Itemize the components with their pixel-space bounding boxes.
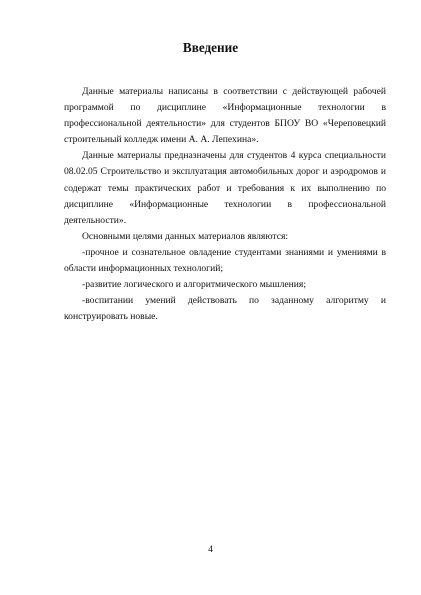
paragraph-goals-heading: Основными целями данных материалов являются: (82, 230, 289, 242)
page-number: 4 (208, 544, 213, 555)
page-title: Введение (182, 40, 239, 55)
paragraph-audience: Данные материалы предназначены для студентов 4 курса специальности 08.02.05 Строительство и эксплуатация автомобильных дорог и аэродромов и содержат темы практических работ и требования к их выполнению по дисциплине «Информационные технологии в профессиональной деятельности». (64, 150, 386, 226)
list-item-goal: -прочное и сознательное овладение студентами знаниями и умениями в области информационных технологий; (64, 246, 386, 275)
paragraph-intro: Данные материалы написаны в соответствии с действующей рабочей программой по дисциплине «Информационные технологии в профессиональной деятельности» для студентов БПОУ ВО «Череповецкий строительный колледж имени А. А. Лепехина». (64, 86, 386, 146)
body-text (64, 84, 386, 325)
list-item-goal: -развитие логического и алгоритмического мышления; (82, 279, 307, 291)
list-item-goal: -воспитании умений действовать по заданному алгоритму и конструировать новые. (64, 295, 386, 323)
